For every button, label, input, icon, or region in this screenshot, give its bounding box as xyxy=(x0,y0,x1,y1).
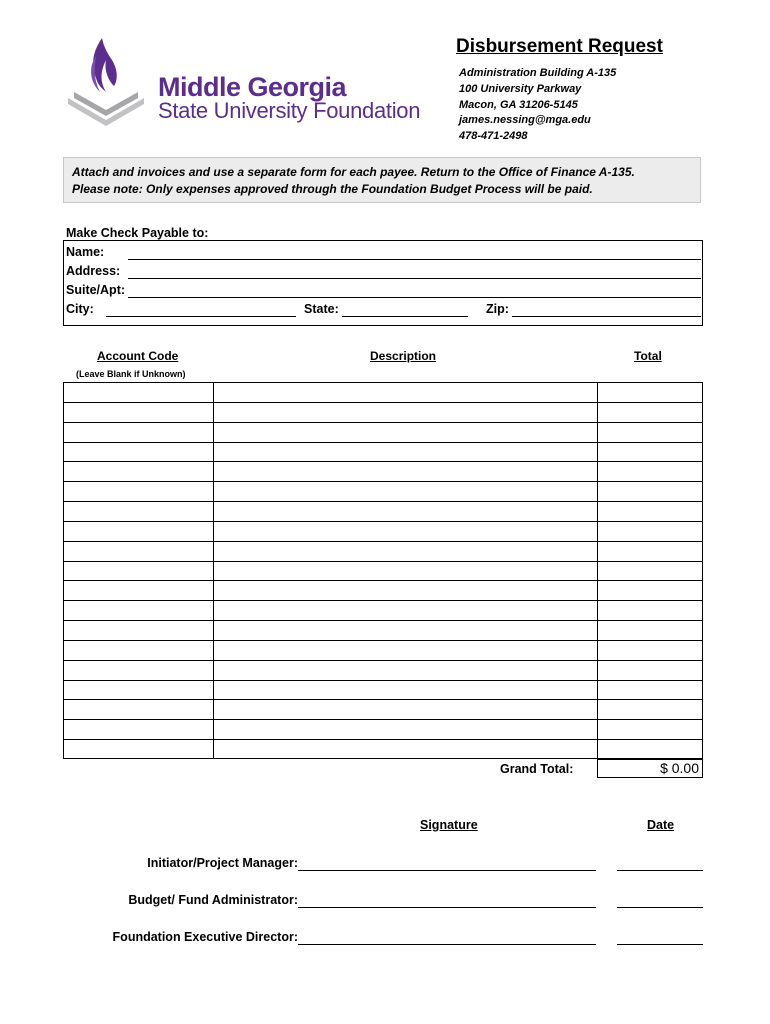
budget-admin-date-field[interactable] xyxy=(617,907,703,908)
exec-director-label: Foundation Executive Director: xyxy=(112,930,298,944)
logo-name-line1: Middle Georgia xyxy=(158,72,347,102)
address-label: Address: xyxy=(66,264,121,278)
state-label: State: xyxy=(304,302,339,316)
initiator-label: Initiator/Project Manager: xyxy=(147,856,298,870)
contact-email: james.nessing@mga.edu xyxy=(459,114,591,126)
instruction-line-1: Attach and invoices and use a separate form for each payee. Return to the Office of Finance A-135. xyxy=(72,165,635,179)
grand-total-value: $ 0.00 xyxy=(597,759,703,778)
address-line-3: Macon, GA 31206-5145 xyxy=(459,99,578,111)
budget-admin-label: Budget/ Fund Administrator: xyxy=(128,893,298,907)
signature-heading: Signature xyxy=(420,818,478,832)
table-border xyxy=(64,383,703,759)
suite-label: Suite/Apt: xyxy=(66,283,126,297)
form-title: Disbursement Request xyxy=(456,36,663,57)
payee-box xyxy=(63,240,703,326)
instruction-line-2: Please note: Only expenses approved through the Foundation Budget Process will be paid. xyxy=(72,182,593,196)
instructions-box xyxy=(63,157,701,203)
name-label: Name: xyxy=(66,245,105,259)
address-field[interactable] xyxy=(128,278,701,279)
foundation-flame-logo-icon xyxy=(66,36,146,128)
account-code-note: (Leave Blank if Unknown) xyxy=(76,369,186,379)
initiator-signature-field[interactable] xyxy=(298,870,596,871)
initiator-date-field[interactable] xyxy=(617,870,703,871)
state-field[interactable] xyxy=(342,316,468,317)
grand-total-label: Grand Total: xyxy=(500,762,574,776)
address-line-2: 100 University Parkway xyxy=(459,83,582,95)
exec-director-signature-field[interactable] xyxy=(298,944,596,945)
zip-field[interactable] xyxy=(512,316,701,317)
city-field[interactable] xyxy=(106,316,296,317)
contact-phone: 478-471-2498 xyxy=(459,130,528,142)
date-heading: Date xyxy=(647,818,675,832)
total-header: Total xyxy=(634,349,662,363)
description-header: Description xyxy=(370,349,437,363)
logo-name-line2: State University Foundation xyxy=(158,98,421,123)
payee-heading: Make Check Payable to: xyxy=(66,226,209,240)
account-code-header: Account Code xyxy=(97,349,179,363)
suite-field[interactable] xyxy=(128,297,701,298)
name-field[interactable] xyxy=(128,259,701,260)
city-label: City: xyxy=(66,302,94,316)
line-items-table[interactable] xyxy=(63,382,703,759)
zip-label: Zip: xyxy=(486,302,509,316)
budget-admin-signature-field[interactable] xyxy=(298,907,596,908)
exec-director-date-field[interactable] xyxy=(617,944,703,945)
address-line-1: Administration Building A-135 xyxy=(459,67,617,79)
